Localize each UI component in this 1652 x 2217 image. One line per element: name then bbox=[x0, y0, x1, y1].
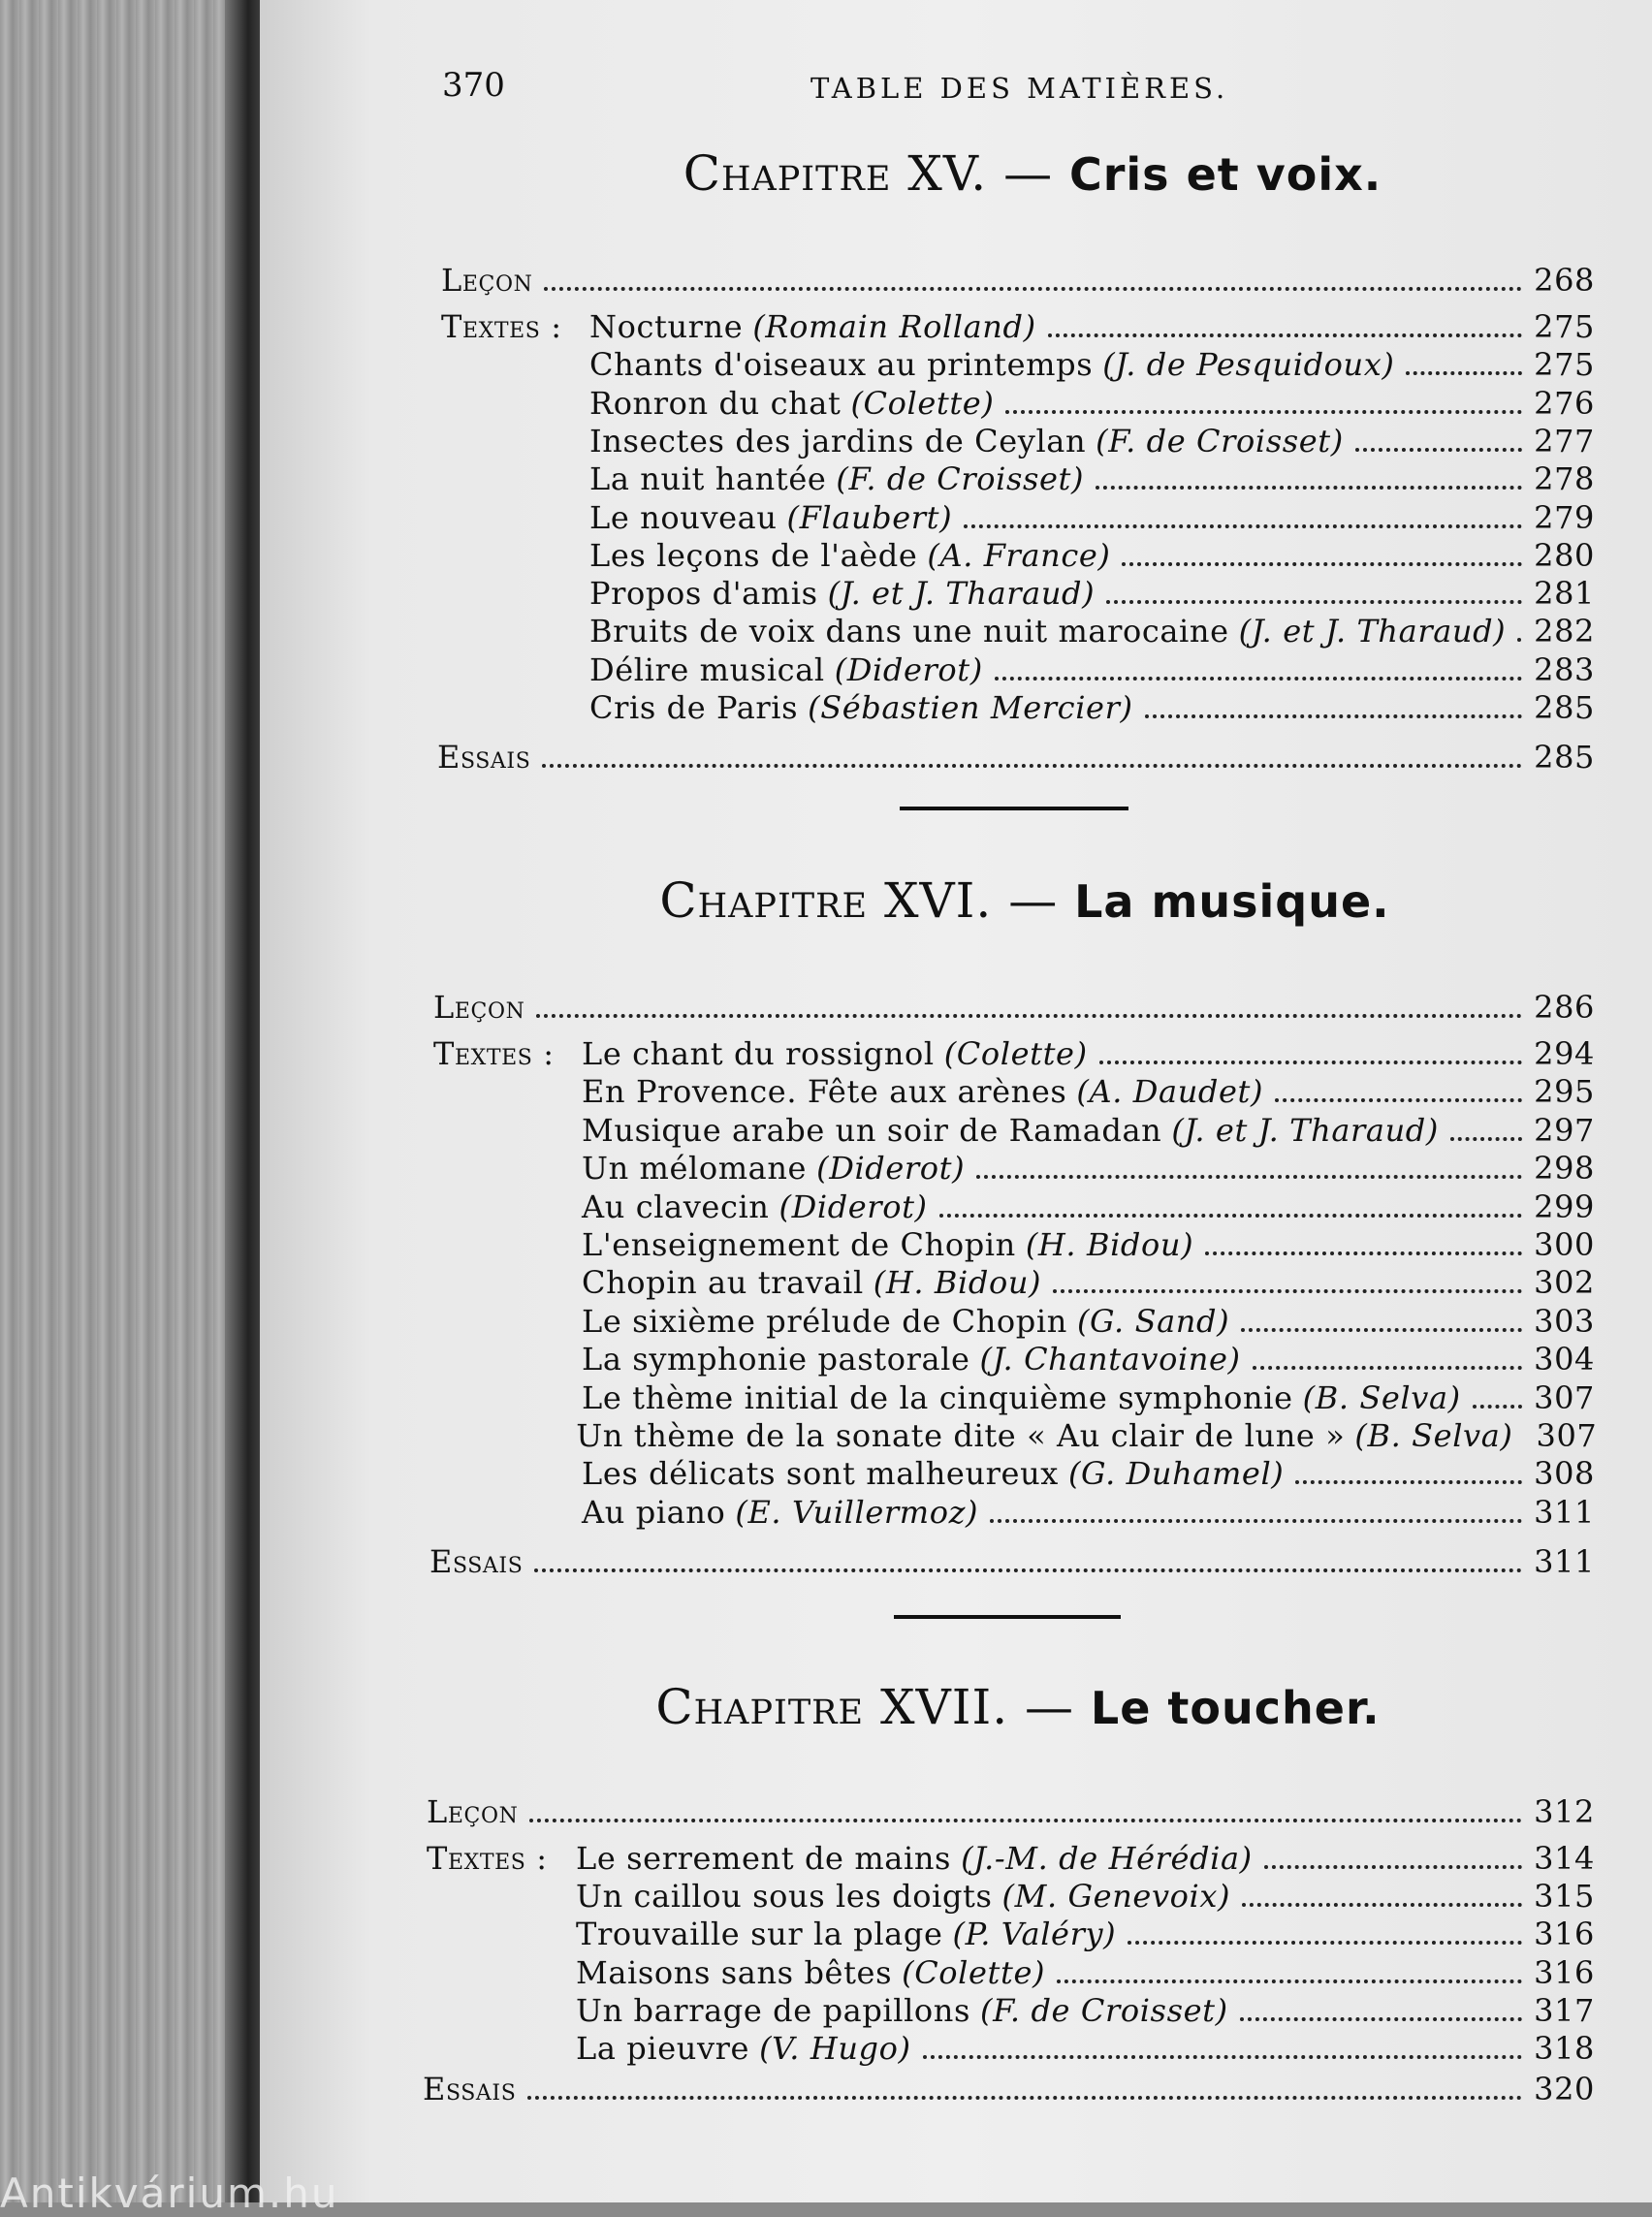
text-title: En Provence. Fête aux arènes bbox=[582, 1073, 1067, 1111]
text-title: Les leçons de l'aède bbox=[589, 536, 918, 574]
text-entry bbox=[427, 1992, 1595, 2031]
leader-dots bbox=[529, 1819, 1522, 1822]
text-author: (F. de Croisset) bbox=[1096, 422, 1344, 459]
leader-dots bbox=[1517, 638, 1522, 642]
text-entry bbox=[441, 460, 1595, 499]
text-entry bbox=[433, 1303, 1595, 1342]
book-spine bbox=[0, 0, 254, 2202]
leader-dots bbox=[923, 2055, 1523, 2059]
text-entry bbox=[433, 1226, 1595, 1265]
leader-dots bbox=[1295, 1480, 1522, 1484]
text-entry bbox=[433, 1112, 1595, 1151]
text-title: Le sixième prélude de Chopin bbox=[582, 1302, 1067, 1340]
text-entry bbox=[433, 1379, 1595, 1418]
leader-dots bbox=[527, 2096, 1522, 2100]
watermark: Antikvárium.hu bbox=[0, 2169, 339, 2217]
text-entry bbox=[441, 575, 1595, 614]
text-author: (G. Sand) bbox=[1076, 1302, 1230, 1340]
text-author: (Colette) bbox=[902, 1953, 1046, 1991]
chapter-label: Chapitre bbox=[655, 1679, 865, 1735]
text-author: (H. Bidou) bbox=[1025, 1226, 1194, 1263]
chapter-heading bbox=[446, 1679, 1590, 1735]
page-number: 370 bbox=[442, 66, 505, 105]
page-ref: 312 bbox=[1534, 1793, 1595, 1830]
chapter-dash: — bbox=[1008, 872, 1059, 929]
chapter-heading bbox=[461, 145, 1604, 202]
leader-dots bbox=[1106, 600, 1522, 604]
text-author: (Flaubert) bbox=[786, 498, 953, 536]
text-title: Bruits de voix dans une nuit marocaine bbox=[589, 613, 1229, 650]
leader-dots bbox=[1406, 371, 1522, 375]
page-ref: 286 bbox=[1534, 989, 1595, 1026]
text-entry bbox=[433, 1264, 1595, 1303]
page-ref: 302 bbox=[1534, 1264, 1595, 1302]
page-ref: 316 bbox=[1534, 1916, 1595, 1953]
text-title: Un thème de la sonate dite « Au clair de lune » bbox=[576, 1417, 1346, 1454]
text-entry bbox=[433, 1341, 1595, 1379]
leader-dots bbox=[1128, 1941, 1522, 1945]
text-entry bbox=[433, 1150, 1595, 1188]
text-entry bbox=[427, 1916, 1595, 1954]
text-entry bbox=[441, 308, 1595, 347]
text-entry bbox=[433, 1073, 1595, 1112]
leader-dots bbox=[1057, 1979, 1522, 1983]
text-entry bbox=[441, 689, 1595, 728]
leader-dots bbox=[1048, 333, 1522, 337]
page-ref: 297 bbox=[1534, 1111, 1595, 1149]
leader-dots bbox=[939, 1214, 1522, 1218]
leader-dots bbox=[544, 287, 1522, 291]
page-ref: 318 bbox=[1534, 2030, 1595, 2067]
lecon-label: Leçon bbox=[433, 989, 525, 1026]
text-author: (J.-M. de Hérédia) bbox=[961, 1840, 1253, 1877]
essais-label: Essais bbox=[437, 739, 531, 776]
page-ref: 299 bbox=[1534, 1188, 1595, 1225]
chapter-numeral: XVII. bbox=[879, 1679, 1009, 1735]
text-title: Délire musical bbox=[589, 650, 825, 688]
chapter-label: Chapitre bbox=[683, 145, 892, 202]
leader-dots bbox=[1450, 1137, 1522, 1141]
text-title: Propos d'amis bbox=[589, 575, 818, 613]
text-entry bbox=[441, 385, 1595, 424]
essais-entry bbox=[437, 739, 1595, 777]
page-ref: 303 bbox=[1534, 1302, 1595, 1340]
page-ref: 294 bbox=[1534, 1035, 1595, 1072]
chapter-subject: La musique. bbox=[1074, 875, 1390, 928]
leader-dots bbox=[1253, 1366, 1522, 1370]
textes-label: Textes : bbox=[427, 1840, 548, 1877]
text-title: Un caillou sous les doigts bbox=[576, 1878, 993, 1916]
gutter-shadow bbox=[225, 0, 264, 2202]
lecon-entry bbox=[441, 262, 1595, 301]
lecon-label: Leçon bbox=[427, 1793, 519, 1830]
text-title: Le thème initial de la cinquième symphonie bbox=[582, 1378, 1293, 1416]
leader-dots bbox=[1096, 486, 1522, 490]
chapter-numeral: XV. bbox=[907, 145, 988, 202]
text-entry bbox=[433, 1035, 1595, 1074]
page-ref: 285 bbox=[1534, 689, 1595, 726]
leader-dots bbox=[1275, 1098, 1522, 1102]
text-author: (M. Genevoix) bbox=[1001, 1878, 1231, 1916]
textes-label: Textes : bbox=[441, 308, 562, 345]
leader-dots bbox=[536, 1014, 1522, 1018]
text-author: (F. de Croisset) bbox=[980, 1991, 1228, 2029]
text-entry bbox=[427, 2030, 1595, 2069]
text-entry bbox=[427, 1954, 1595, 1993]
page-ref: 281 bbox=[1534, 575, 1595, 613]
text-title: Insectes des jardins de Ceylan bbox=[589, 422, 1087, 459]
text-author: (H. Bidou) bbox=[873, 1264, 1042, 1302]
lecon-label: Leçon bbox=[441, 262, 533, 299]
textes-label: Textes : bbox=[433, 1035, 555, 1072]
page-ref: 278 bbox=[1534, 460, 1595, 498]
page-ref: 320 bbox=[1534, 2071, 1595, 2107]
page-ref: 298 bbox=[1534, 1150, 1595, 1188]
lecon-entry bbox=[433, 989, 1595, 1028]
essais-entry bbox=[423, 2071, 1595, 2109]
chapter-subject: Le toucher. bbox=[1090, 1682, 1381, 1734]
text-author: (B. Selva) bbox=[1354, 1417, 1513, 1454]
text-entry bbox=[427, 1878, 1595, 1916]
text-title: Le nouveau bbox=[589, 498, 778, 536]
essais-label: Essais bbox=[423, 2071, 517, 2107]
text-title: Un mélomane bbox=[582, 1150, 808, 1188]
leader-dots bbox=[995, 677, 1522, 681]
page-ref: 275 bbox=[1534, 346, 1595, 384]
leader-dots bbox=[990, 1519, 1522, 1523]
lecon-entry bbox=[427, 1793, 1595, 1832]
text-title: Chopin au travail bbox=[582, 1264, 864, 1302]
text-entry bbox=[441, 346, 1595, 385]
leader-dots bbox=[542, 764, 1522, 768]
text-author: (J. Chantavoine) bbox=[979, 1341, 1241, 1378]
text-entry bbox=[441, 651, 1595, 690]
text-author: (F. de Croisset) bbox=[836, 460, 1085, 498]
text-title: Chants d'oiseaux au printemps bbox=[589, 346, 1094, 384]
leader-dots bbox=[1145, 714, 1523, 718]
text-title: Musique arabe un soir de Ramadan bbox=[582, 1111, 1162, 1149]
text-author: (Colette) bbox=[943, 1035, 1088, 1072]
leader-dots bbox=[1473, 1405, 1522, 1409]
text-entry bbox=[433, 1417, 1598, 1456]
text-title: Le serrement de mains bbox=[576, 1840, 952, 1877]
text-entry bbox=[441, 613, 1595, 651]
text-title: La nuit hantée bbox=[589, 460, 827, 498]
page-ref: 315 bbox=[1534, 1878, 1595, 1916]
text-author: (G. Duhamel) bbox=[1067, 1455, 1285, 1493]
page-ref: 268 bbox=[1534, 262, 1595, 299]
page-ref: 311 bbox=[1534, 1543, 1595, 1580]
leader-dots bbox=[976, 1175, 1522, 1179]
text-author: (A. Daudet) bbox=[1076, 1073, 1264, 1111]
chapter-dash: — bbox=[1003, 145, 1054, 202]
leader-dots bbox=[1005, 410, 1522, 414]
page-ref: 275 bbox=[1534, 308, 1595, 345]
text-title: Cris de Paris bbox=[589, 689, 799, 726]
essais-entry bbox=[429, 1543, 1595, 1582]
page-ref: 277 bbox=[1534, 422, 1595, 459]
page-ref: 304 bbox=[1534, 1341, 1595, 1378]
page-ref: 314 bbox=[1534, 1840, 1595, 1877]
text-entry bbox=[433, 1455, 1595, 1494]
text-entry bbox=[441, 537, 1595, 576]
leader-dots bbox=[1205, 1251, 1522, 1255]
page-ref: 283 bbox=[1534, 650, 1595, 688]
text-author: (Diderot) bbox=[834, 650, 983, 688]
text-title: Nocturne bbox=[589, 308, 744, 345]
page-ref: 280 bbox=[1534, 536, 1595, 574]
text-title: Les délicats sont malheureux bbox=[582, 1455, 1059, 1493]
text-title: La symphonie pastorale bbox=[582, 1341, 970, 1378]
text-author: (Diderot) bbox=[816, 1150, 966, 1188]
text-author: (Diderot) bbox=[778, 1188, 928, 1225]
page-ref: 308 bbox=[1534, 1455, 1595, 1493]
page-ref: 311 bbox=[1534, 1493, 1595, 1531]
text-author: (A. France) bbox=[927, 536, 1111, 574]
leader-dots bbox=[1241, 1328, 1522, 1332]
text-title: Au clavecin bbox=[582, 1188, 770, 1225]
text-author: (J. de Pesquidoux) bbox=[1102, 346, 1395, 384]
text-entry bbox=[433, 1494, 1595, 1533]
page-ref: 300 bbox=[1534, 1226, 1595, 1263]
page-ref: 276 bbox=[1534, 384, 1595, 422]
section-divider bbox=[894, 1615, 1121, 1619]
section-divider bbox=[900, 807, 1128, 810]
page-ref: 279 bbox=[1534, 498, 1595, 536]
leader-dots bbox=[1099, 1061, 1522, 1064]
text-entry bbox=[433, 1188, 1595, 1227]
leader-dots bbox=[1122, 562, 1522, 566]
text-author: (J. et J. Tharaud) bbox=[1238, 613, 1507, 650]
page-ref: 295 bbox=[1534, 1073, 1595, 1111]
page-ref: 316 bbox=[1534, 1953, 1595, 1991]
text-entry bbox=[441, 423, 1595, 461]
text-title: L'enseignement de Chopin bbox=[582, 1226, 1016, 1263]
leader-dots bbox=[1240, 2017, 1522, 2021]
page-ref: 282 bbox=[1534, 613, 1595, 650]
chapter-label: Chapitre bbox=[659, 872, 869, 929]
chapter-heading bbox=[453, 872, 1597, 929]
text-author: (Colette) bbox=[850, 384, 995, 422]
text-author: (P. Valéry) bbox=[952, 1916, 1117, 1953]
text-entry bbox=[441, 499, 1595, 538]
running-title: TABLE DES MATIÈRES. bbox=[810, 72, 1229, 105]
page-header bbox=[442, 66, 1557, 114]
leader-dots bbox=[1264, 1865, 1522, 1869]
text-title: Le chant du rossignol bbox=[582, 1035, 935, 1072]
leader-dots bbox=[1355, 448, 1522, 452]
text-author: (B. Selva) bbox=[1302, 1378, 1461, 1416]
chapter-numeral: XVI. bbox=[883, 872, 993, 929]
text-title: Maisons sans bêtes bbox=[576, 1953, 893, 1991]
text-author: (J. et J. Tharaud) bbox=[1171, 1111, 1439, 1149]
text-author: (E. Vuillermoz) bbox=[735, 1493, 979, 1531]
text-title: Au piano bbox=[582, 1493, 726, 1531]
leader-dots bbox=[1053, 1289, 1522, 1293]
page-ref: 307 bbox=[1536, 1417, 1598, 1454]
page-ref: 307 bbox=[1534, 1378, 1595, 1416]
text-title: La pieuvre bbox=[576, 2030, 750, 2067]
text-title: Ronron du chat bbox=[589, 384, 842, 422]
text-title: Trouvaille sur la plage bbox=[576, 1916, 943, 1953]
chapter-dash: — bbox=[1025, 1679, 1074, 1735]
text-author: (J. et J. Tharaud) bbox=[827, 575, 1096, 613]
text-author: (Sébastien Mercier) bbox=[808, 689, 1133, 726]
leader-dots bbox=[534, 1568, 1522, 1572]
text-author: (Romain Rolland) bbox=[752, 308, 1036, 345]
chapter-subject: Cris et voix. bbox=[1068, 148, 1382, 201]
text-author: (V. Hugo) bbox=[759, 2030, 911, 2067]
text-title: Un barrage de papillons bbox=[576, 1991, 971, 2029]
leader-dots bbox=[1242, 1903, 1522, 1907]
leader-dots bbox=[964, 524, 1522, 528]
page-ref: 317 bbox=[1534, 1991, 1595, 2029]
essais-label: Essais bbox=[429, 1543, 524, 1580]
page-ref: 285 bbox=[1534, 739, 1595, 776]
text-entry bbox=[427, 1840, 1595, 1879]
